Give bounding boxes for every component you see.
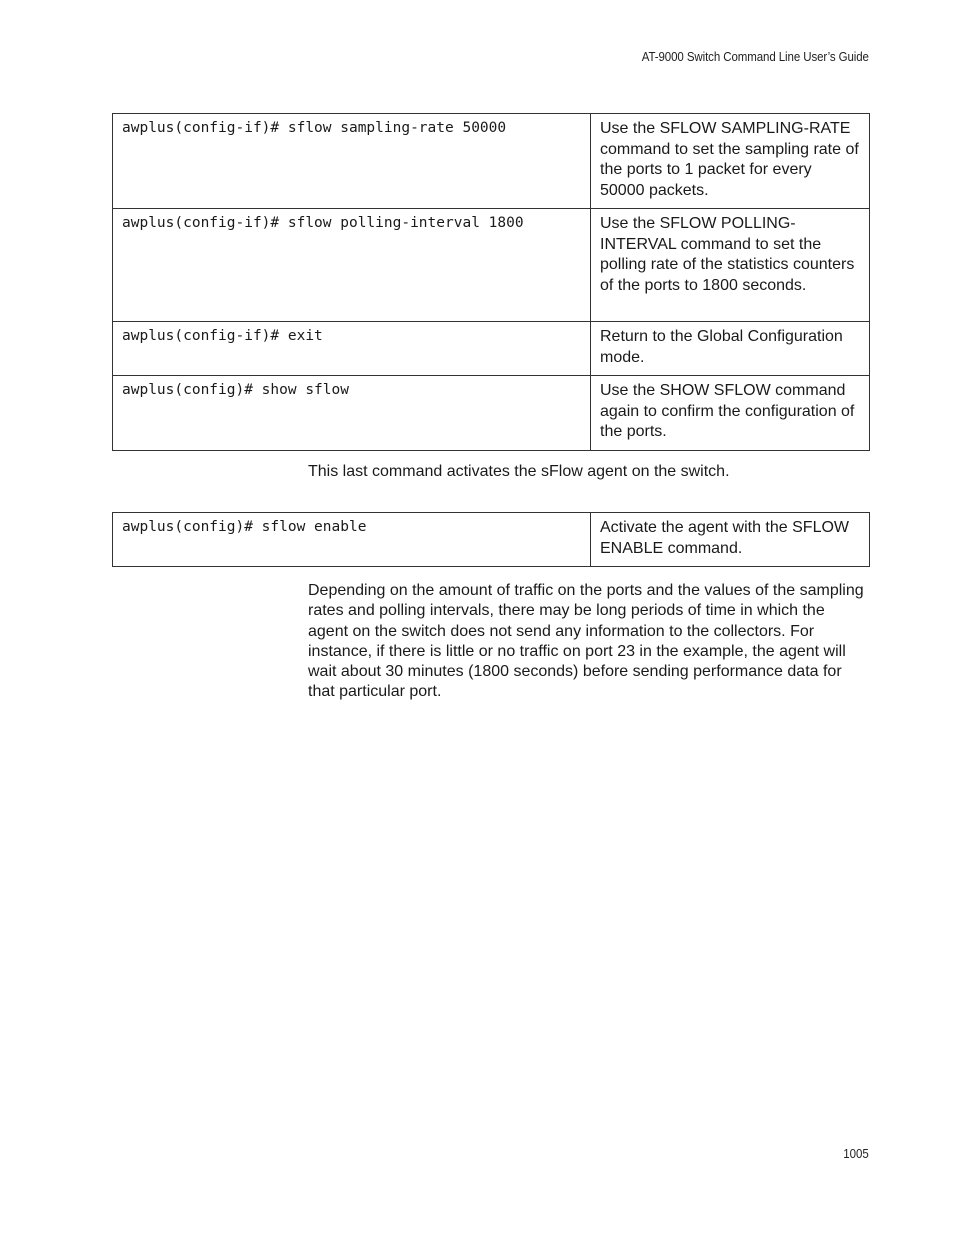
command-table — [112, 113, 870, 451]
page-number: 1005 — [843, 1147, 869, 1161]
command-cell: awplus(config)# sflow enable — [113, 513, 591, 567]
command-cell: awplus(config-if)# exit — [113, 322, 591, 376]
command-cell: awplus(config)# show sflow — [113, 376, 591, 451]
table-row — [113, 114, 870, 209]
closing-paragraph: Depending on the amount of traffic on the ports and the values of the sampling rates and polling intervals, there may be long periods of time in which the agent on the switch does not send any information to the collectors. For instance, if there is little or no traffic on port 23 in the example, the agent will wait about 30 minutes (1800 seconds) before sending performance data for that particular port. — [308, 582, 864, 701]
description-cell: Activate the agent with the SFLOW ENABLE command. — [591, 513, 870, 567]
running-header: AT-9000 Switch Command Line User’s Guide — [641, 50, 869, 64]
table-row — [113, 376, 870, 451]
description-cell: Use the SHOW SFLOW command again to confirm the configuration of the ports. — [591, 376, 870, 451]
command-cell: awplus(config-if)# sflow polling-interval 1800 — [113, 209, 591, 322]
table-row — [113, 513, 870, 567]
table-row — [113, 209, 870, 322]
command-cell: awplus(config-if)# sflow sampling-rate 50000 — [113, 114, 591, 209]
intro-paragraph: This last command activates the sFlow agent on the switch. — [308, 463, 730, 480]
enable-command-table — [112, 512, 870, 567]
description-cell: Return to the Global Configuration mode. — [591, 322, 870, 376]
description-cell: Use the SFLOW POLLING-INTERVAL command to set the polling rate of the statistics counters of the ports to 1800 seconds. — [591, 209, 870, 322]
description-cell: Use the SFLOW SAMPLING-RATE command to set the sampling rate of the ports to 1 packet for every 50000 packets. — [591, 114, 870, 209]
table-row — [113, 322, 870, 376]
